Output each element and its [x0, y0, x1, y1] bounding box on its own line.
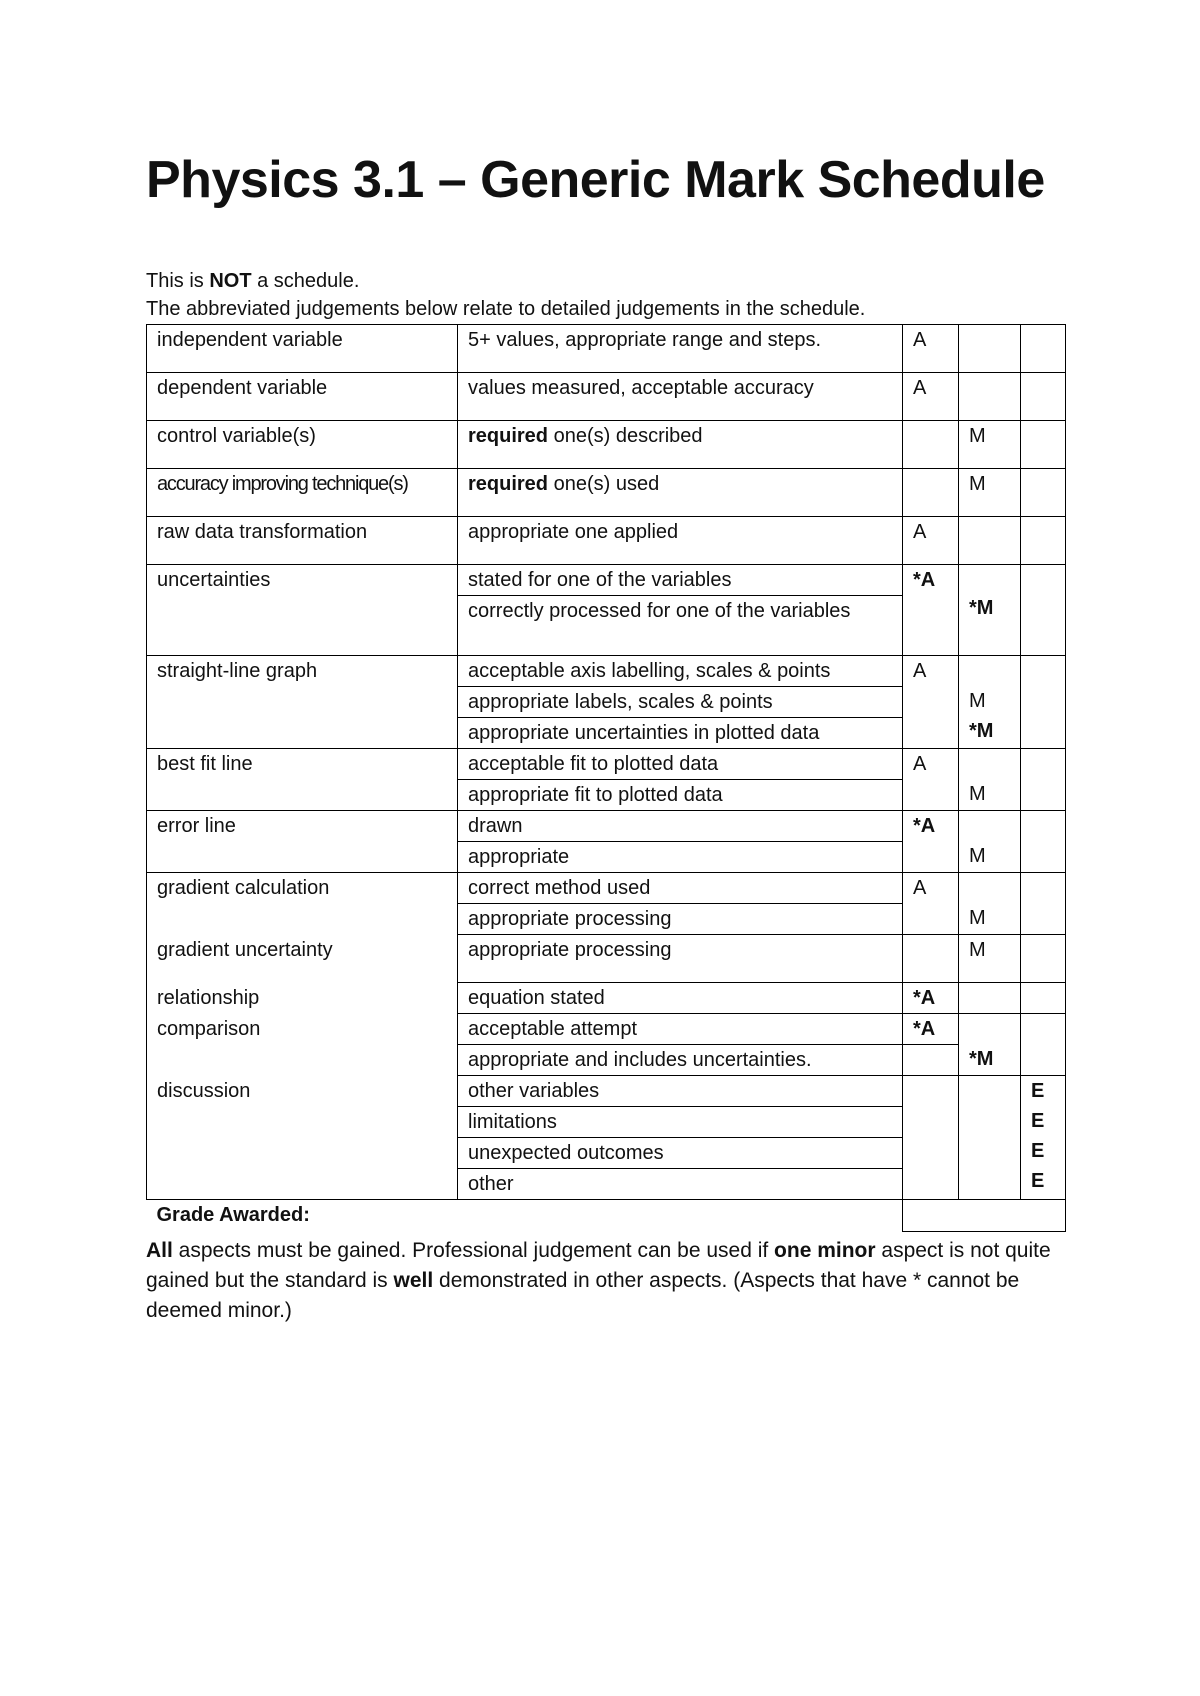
judgement-cell: drawn — [458, 811, 903, 842]
aspect-cell: discussion — [147, 1076, 458, 1200]
excellence-cell — [1021, 1014, 1066, 1076]
achieved-cell: A — [903, 656, 959, 749]
excellence-cell — [1021, 983, 1066, 1014]
achieved-cell: *A — [903, 1014, 959, 1045]
achieved-cell — [903, 1045, 959, 1076]
footer-emphasis: All — [146, 1239, 173, 1262]
achieved-cell: *A — [903, 983, 959, 1014]
judgement-cell: appropriate labels, scales & points — [458, 687, 903, 718]
excellence-mark: E — [1031, 1110, 1045, 1132]
judgement-cell: correct method used — [458, 873, 903, 904]
aspect-cell: control variable(s) — [147, 421, 458, 469]
excellence-cell — [1021, 811, 1066, 873]
excellence-cell — [1021, 935, 1066, 983]
merit-cell: M — [959, 749, 1021, 811]
excellence-cell — [1021, 517, 1066, 565]
judgement-emphasis: required — [468, 425, 549, 447]
grade-row — [147, 1200, 1066, 1232]
footer-text: aspect is not quite gained but the standard is — [146, 1239, 1051, 1292]
judgement-text: one(s) used — [548, 473, 660, 495]
achieved-cell — [903, 935, 959, 983]
excellence-cell — [1021, 469, 1066, 517]
judgement-cell: acceptable fit to plotted data — [458, 749, 903, 780]
table-row — [147, 935, 1066, 983]
achieved-cell — [903, 469, 959, 517]
judgement-cell: appropriate processing — [458, 935, 903, 983]
judgement-cell — [458, 469, 903, 517]
achieved-cell: A — [903, 873, 959, 935]
excellence-cell — [1021, 325, 1066, 373]
merit-cell — [959, 517, 1021, 565]
aspect-cell: gradient uncertainty — [147, 935, 458, 983]
table-row — [147, 565, 1066, 596]
excellence-cell — [1021, 873, 1066, 935]
judgement-cell: equation stated — [458, 983, 903, 1014]
judgement-text: appropriate processing — [468, 908, 672, 930]
merit-cell — [959, 373, 1021, 421]
aspect-cell: uncertainties — [147, 565, 458, 656]
judgement-cell: stated for one of the variables — [458, 565, 903, 596]
judgement-cell: appropriate — [458, 842, 903, 873]
merit-cell: M — [959, 935, 1021, 983]
aspect-cell: error line — [147, 811, 458, 873]
aspect-cell: best fit line — [147, 749, 458, 811]
judgement-cell — [458, 904, 903, 935]
achieved-cell — [903, 1076, 959, 1200]
table-row — [147, 873, 1066, 904]
excellence-cell — [1021, 749, 1066, 811]
achieved-cell: A — [903, 325, 959, 373]
table-row — [147, 373, 1066, 421]
excellence-cell — [1021, 1076, 1066, 1200]
merit-cell — [959, 1076, 1021, 1200]
judgement-cell: appropriate and includes uncertainties. — [458, 1045, 903, 1076]
aspect-cell: relationship — [147, 983, 458, 1014]
judgement-cell: other — [458, 1169, 903, 1200]
merit-cell: M — [959, 811, 1021, 873]
merit-cell: M — [959, 421, 1021, 469]
intro-emphasis: NOT — [209, 270, 252, 292]
table-row — [147, 517, 1066, 565]
table-row — [147, 1076, 1066, 1107]
intro-text: This is — [146, 270, 210, 292]
merit-cell — [959, 983, 1021, 1014]
aspect-cell: raw data transformation — [147, 517, 458, 565]
achieved-cell: A — [903, 749, 959, 811]
judgement-cell: values measured, acceptable accuracy — [458, 373, 903, 421]
judgement-cell: appropriate fit to plotted data — [458, 780, 903, 811]
table-row — [147, 811, 1066, 842]
aspect-cell: comparison — [147, 1014, 458, 1076]
footer-text: demonstrated in other aspects. (Aspects that have * cannot be deemed minor.) — [146, 1269, 1020, 1322]
aspect-cell: accuracy improving technique(s) — [147, 469, 458, 517]
aspect-cell: straight-line graph — [147, 656, 458, 749]
aspect-cell: gradient calculation — [147, 873, 458, 935]
aspect-cell: dependent variable — [147, 373, 458, 421]
merit-cell — [959, 656, 1021, 749]
achieved-cell: *A — [903, 565, 959, 656]
achieved-cell — [903, 421, 959, 469]
footer-emphasis: one minor — [774, 1239, 876, 1262]
table-row — [147, 983, 1066, 1014]
table-row — [147, 421, 1066, 469]
excellence-cell — [1021, 565, 1066, 656]
excellence-cell — [1021, 656, 1066, 749]
merit-cell: M — [959, 469, 1021, 517]
judgement-cell: other variables — [458, 1076, 903, 1107]
judgement-cell: unexpected outcomes — [458, 1138, 903, 1169]
judgement-cell: correctly processed for one of the variables — [458, 596, 903, 656]
merit-mark: *M — [969, 720, 994, 742]
table-row — [147, 469, 1066, 517]
merit-cell: *M — [959, 1014, 1021, 1076]
footer-note — [146, 1236, 1076, 1326]
merit-cell: *M — [959, 565, 1021, 656]
achieved-cell: A — [903, 373, 959, 421]
judgement-cell — [458, 421, 903, 469]
judgement-cell: acceptable axis labelling, scales & points — [458, 656, 903, 687]
footer-text: aspects must be gained. Professional judgement can be used if — [172, 1239, 775, 1262]
excellence-mark: E — [1031, 1080, 1045, 1102]
excellence-cell — [1021, 421, 1066, 469]
excellence-mark: E — [1031, 1140, 1045, 1162]
aspect-cell: independent variable — [147, 325, 458, 373]
grade-awarded-label: Grade Awarded: — [147, 1200, 903, 1232]
judgement-cell: limitations — [458, 1107, 903, 1138]
judgement-cell: appropriate uncertainties in plotted data — [458, 718, 903, 749]
achieved-cell: A — [903, 517, 959, 565]
table-row — [147, 1014, 1066, 1045]
judgement-emphasis: required — [468, 473, 549, 495]
judgement-cell: 5+ values, appropriate range and steps. — [458, 325, 903, 373]
footer-emphasis: well — [393, 1269, 434, 1292]
table-row — [147, 749, 1066, 780]
table-row — [147, 325, 1066, 373]
mark-schedule-table — [146, 324, 1066, 1232]
intro-text: a schedule. — [251, 270, 360, 292]
intro-line-1 — [146, 270, 359, 293]
judgement-text: one(s) described — [548, 425, 703, 447]
grade-awarded-box — [903, 1200, 1066, 1232]
judgement-cell: appropriate one applied — [458, 517, 903, 565]
merit-cell — [959, 325, 1021, 373]
judgement-cell: acceptable attempt — [458, 1014, 903, 1045]
table-row — [147, 656, 1066, 687]
achieved-cell: *A — [903, 811, 959, 873]
merit-mark: M — [969, 690, 986, 712]
merit-cell: M — [959, 873, 1021, 935]
excellence-cell — [1021, 373, 1066, 421]
intro-line-2: The abbreviated judgements below relate to detailed judgements in the schedule. — [146, 298, 866, 320]
page-title: Physics 3.1 – Generic Mark Schedule — [146, 151, 1045, 209]
excellence-mark: E — [1031, 1170, 1045, 1192]
